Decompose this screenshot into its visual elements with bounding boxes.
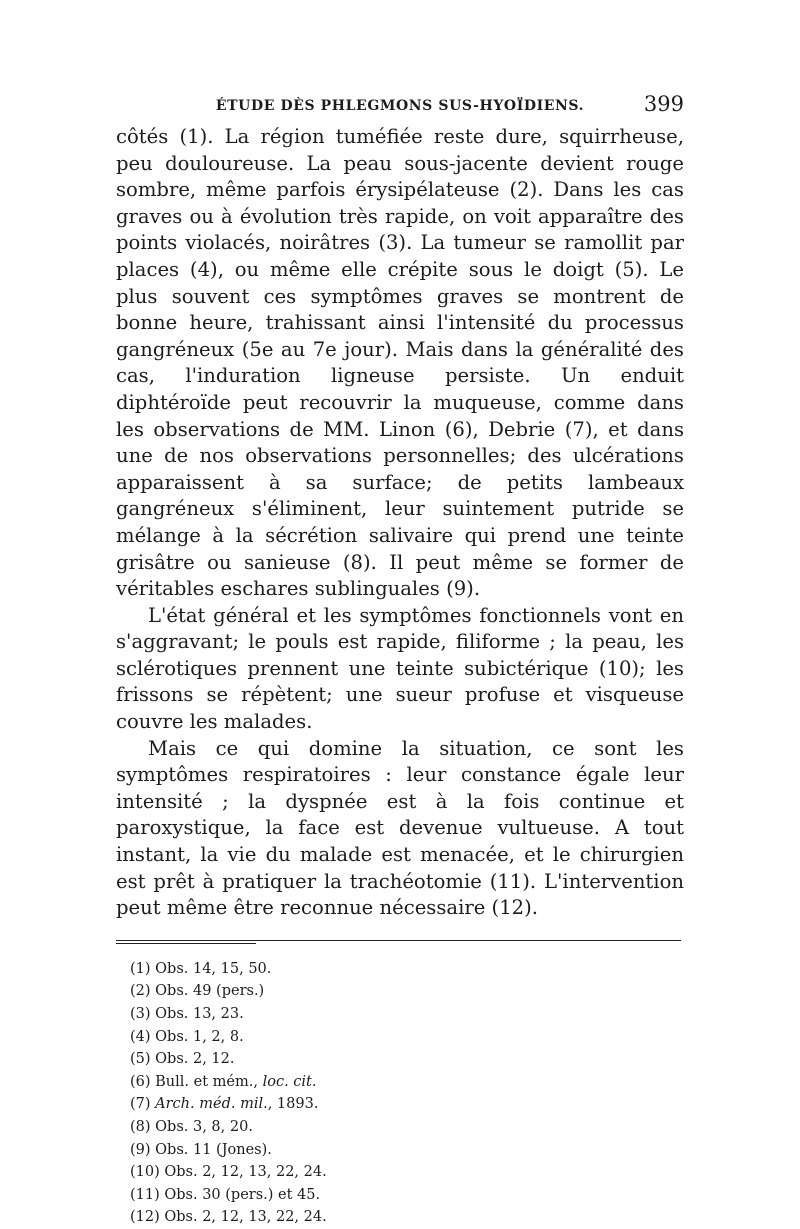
footnote xyxy=(130,1184,684,1207)
footnote-number: (8) xyxy=(130,1118,151,1135)
footnote xyxy=(130,1048,684,1071)
footnotes xyxy=(116,958,684,1229)
footnote xyxy=(130,1206,684,1229)
footnote xyxy=(130,1161,684,1184)
footnote xyxy=(130,1116,684,1139)
footnote-text: Obs. 30 (pers.) et 45. xyxy=(164,1186,321,1203)
footnote-rule xyxy=(116,940,681,941)
footnote-number: (2) xyxy=(130,983,151,1000)
footnote-number: (1) xyxy=(130,960,151,977)
footnote-text: Obs. 2, 12, 13, 22, 24. xyxy=(164,1209,327,1226)
paragraph: Mais ce qui domine la situation, ce sont les symptômes respiratoires : leur constance égale leur intensité ; la dyspnée est à la fois continue et paroxystique, la face est devenue vultueuse. A tout instant, la vie du malade est menacée, et le chirurgien est prêt à pratiquer la trachéotomie (11). L'intervention peut même être reconnue nécessaire (12). xyxy=(116,736,684,920)
running-header xyxy=(116,92,684,122)
footnote xyxy=(130,1026,684,1049)
footnote-number: (11) xyxy=(130,1186,160,1203)
footnote xyxy=(130,1003,684,1026)
page-number: 399 xyxy=(643,92,684,116)
footnote-text: Obs. 13, 23. xyxy=(155,1006,244,1022)
paragraph: côtés (1). La région tuméfiée reste dure, squirrheuse, peu douloureuse. La peau sous-jacente devient rouge sombre, même parfois érysipélateuse (2). Dans les cas graves ou à évolution très rapide, on voit apparaître des points violacés, noirâtres (3). La tumeur se ramollit par places (4), ou même elle crépite sous le doigt (5). Le plus souvent ces symptômes graves se montrent de bonne heure, trahissant ainsi l'intensité du processus gangréneux (5e au 7e jour). Mais dans la généralité des cas, l'induration ligneuse persiste. Un enduit diphtéroïde peut recouvrir la muqueuse, comme dans les observations de MM. Linon (6), Debrie (7), et dans une de nos observations personnelles; des ulcérations apparaissent à sa surface; de petits lambeaux gangréneux s'éliminent, leur suintement putride se mélange à la sécrétion salivaire qui prend une teinte grisâtre ou sanieuse (8). Il peut même se former de véritables eschares sublinguales (9). xyxy=(116,125,684,601)
footnote-text: Obs. 49 (pers.) xyxy=(155,983,265,1000)
footnote-text: , 1893. xyxy=(267,1096,319,1113)
footnote-text: Obs. 3, 8, 20. xyxy=(155,1118,253,1135)
footnote-italic: Arch. méd. mil. xyxy=(155,1096,268,1113)
footnote-number: (3) xyxy=(130,1006,151,1022)
footnote-text: Obs. 14, 15, 50. xyxy=(155,960,272,977)
footnote xyxy=(130,1139,684,1162)
footnote-number: (7) xyxy=(130,1096,151,1113)
footnote-text: Bull. et mém., xyxy=(155,1073,263,1090)
footnote xyxy=(130,1071,684,1094)
footnote-number: (12) xyxy=(130,1209,160,1226)
footnote-text: Obs. 2, 12. xyxy=(155,1051,235,1068)
footnote-number: (6) xyxy=(130,1073,151,1090)
footnote xyxy=(130,980,684,1003)
footnote-text: Obs. 11 (Jones). xyxy=(155,1141,272,1158)
page xyxy=(116,92,684,1229)
body-text xyxy=(116,124,684,922)
running-title: ÉTUDE DÈS PHLEGMONS SUS-HYOÏDIENS. xyxy=(215,98,585,114)
footnote xyxy=(130,1093,684,1116)
footnote-number: (4) xyxy=(130,1028,151,1045)
footnote-rule-short xyxy=(116,943,256,944)
footnote xyxy=(130,958,684,981)
footnote-text: Obs. 2, 12, 13, 22, 24. xyxy=(164,1164,327,1181)
footnote-italic: loc. cit. xyxy=(262,1073,317,1090)
footnote-number: (10) xyxy=(130,1164,160,1181)
footnote-number: (9) xyxy=(130,1141,151,1158)
footnote-text: Obs. 1, 2, 8. xyxy=(155,1028,244,1045)
paragraph: L'état général et les symptômes fonctionnels vont en s'aggravant; le pouls est rapide, filiforme ; la peau, les sclérotiques prennent une teinte subictérique (10); les frissons se répètent; une sueur profuse et visqueuse couvre les malades. xyxy=(116,603,684,734)
footnote-number: (5) xyxy=(130,1051,151,1068)
